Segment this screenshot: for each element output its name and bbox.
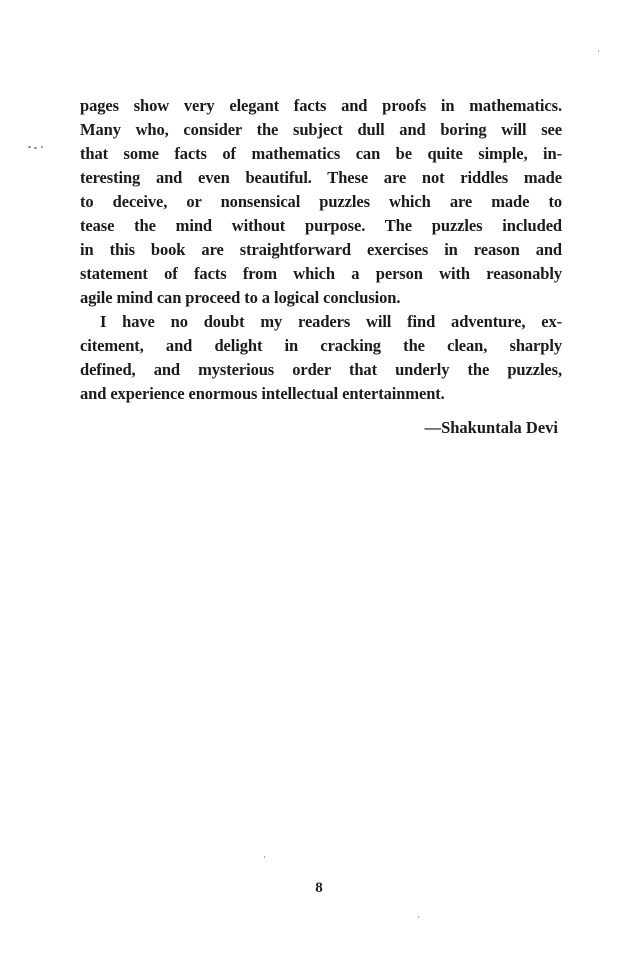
text-line: defined, and mysterious order that underly the puzzles, xyxy=(80,360,562,379)
scan-speck xyxy=(41,146,43,148)
text-line: agile mind can proceed to a logical conclusion. xyxy=(80,288,401,307)
text-line: pages show very elegant facts and proofs in mathematics. xyxy=(80,96,562,115)
scan-speck xyxy=(264,856,265,858)
text-line: to deceive, or nonsensical puzzles which are made to xyxy=(80,192,562,211)
text-line: statement of facts from which a person with reasonably xyxy=(80,264,562,283)
scan-speck xyxy=(34,147,37,149)
text-line: I have no doubt my readers will find adventure, ex- xyxy=(100,312,562,331)
text-line: in this book are straightforward exercises in reason and xyxy=(80,240,562,259)
paragraph-2 xyxy=(80,310,562,406)
text-line: citement, and delight in cracking the clean, sharply xyxy=(80,336,562,355)
text-line: Many who, consider the subject dull and boring will see xyxy=(80,120,562,139)
text-line: tease the mind without purpose. The puzzles included xyxy=(80,216,562,235)
scan-speck xyxy=(418,916,419,918)
scan-speck xyxy=(598,50,599,52)
page-number: 8 xyxy=(315,880,323,896)
preface-text xyxy=(80,94,562,406)
text-line: teresting and even beautiful. These are not riddles made xyxy=(80,168,562,187)
paragraph-1 xyxy=(80,94,562,310)
author-signature: —Shakuntala Devi xyxy=(424,418,558,437)
scan-speck xyxy=(28,146,31,148)
text-line: and experience enormous intellectual entertainment. xyxy=(80,384,445,403)
text-line: that some facts of mathematics can be quite simple, in- xyxy=(80,144,562,163)
